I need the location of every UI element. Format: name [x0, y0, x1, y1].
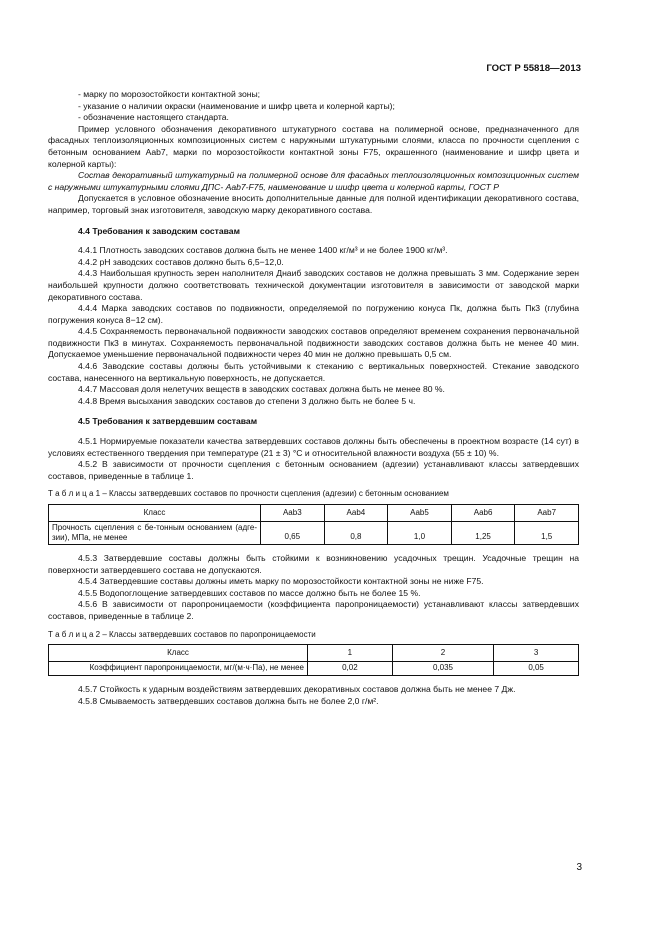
table-header-cell: Aab7	[515, 505, 579, 522]
table-cell: 1,0	[388, 522, 452, 545]
table-row-label: Прочность сцепления с бе-тонным основанием (адге-зии), МПа, не менее	[49, 522, 261, 545]
table-header-cell: 1	[308, 645, 393, 662]
standard-code: ГОСТ Р 55818—2013	[486, 63, 581, 74]
paragraph: Допускается в условное обозначение вносить дополнительные данные для полной идентификации декоративного состава, например, торговый знак изготовителя, заводскую марку декоративного состава.	[48, 193, 579, 215]
clause-4-5-2: 4.5.2 В зависимости от прочности сцепления с бетонным основанием (адгезии) устанавливают классы затвердевших составов, приведенные в таблице 1.	[48, 459, 579, 481]
table-cell: 0,02	[308, 662, 393, 676]
table-header-cell: Класс	[49, 505, 261, 522]
clause-4-4-7: 4.4.7 Массовая доля нелетучих веществ в заводских составах должна быть не менее 80 %.	[78, 384, 445, 395]
table-header-cell: Aab4	[324, 505, 388, 522]
clause-4-4-4: 4.4.4 Марка заводских составов по подвижности, определяемой по погружению конуса Пк, должна быть Пк3 (глубина погружения конуса 8−12 см).	[48, 303, 579, 325]
table-header-cell: Aab3	[261, 505, 325, 522]
table-row	[49, 522, 579, 545]
table-header-cell: Aab6	[451, 505, 515, 522]
section-heading-4-4: 4.4 Требования к заводским составам	[78, 225, 240, 236]
clause-4-5-5: 4.5.5 Водопоглощение затвердевших составов по массе должно быть не более 15 %.	[78, 587, 421, 598]
paragraph: - обозначение настоящего стандарта.	[78, 112, 229, 123]
example-designation: Состав декоративный штукатурный на полимерной основе для фасадных теплоизоляционных композиционных систем с наружными штукатурными слоями ДПС- Aab7-F75, наименование и шифр цвета и колерной карты, ГОСТ Р	[48, 170, 579, 192]
clause-4-5-4: 4.5.4 Затвердевшие составы должны иметь марку по морозостойкости контактной зоны не ниже F75.	[78, 576, 484, 587]
table-header-cell: 2	[392, 645, 493, 662]
section-heading-4-5: 4.5 Требования к затвердевшим составам	[78, 416, 258, 427]
clause-4-5-6: 4.5.6 В зависимости от паропроницаемости (коэффициента паропроницаемости) устанавливают классы затвердевших составов, приведенные в таблице 2.	[48, 599, 579, 621]
table-1	[48, 504, 579, 545]
table-header-cell: Aab5	[388, 505, 452, 522]
table-cell: 0,8	[324, 522, 388, 545]
clause-4-4-2: 4.4.2 pH заводских составов должно быть 6,5−12,0.	[78, 256, 284, 267]
table-row	[49, 505, 579, 522]
table-2-caption: Т а б л и ц а 2 – Классы затвердевших составов по паропроницаемости	[48, 629, 316, 639]
clause-4-4-8: 4.4.8 Время высыхания заводских составов до степени 3 должно быть не более 5 ч.	[78, 395, 416, 406]
table-row	[49, 645, 579, 662]
table-cell: 0,65	[261, 522, 325, 545]
clause-4-4-1: 4.4.1 Плотность заводских составов должна быть не менее 1400 кг/м³ и не более 1900 кг/м³.	[78, 245, 448, 256]
table-cell: 0,035	[392, 662, 493, 676]
page-number: 3	[576, 862, 582, 873]
table-row	[49, 662, 579, 676]
clause-4-4-3: 4.4.3 Наибольшая крупность зерен наполнителя Днаиб заводских составов не должна превышать 3 мм. Содержание зерен наибольшей крупности должно соответствовать технической документации изготовителя в зависимости от заводской марки декоративного состава.	[48, 268, 579, 302]
paragraph: Пример условного обозначения декоративного штукатурного состава на полимерной основе, предназначенного для фасадных теплоизоляционных композиционных систем с наружными штукатурными слоями, класса по прочности сцепления с бетонным основанием Aab7, марки по морозостойкости контактной зоны F75, окрашенного (наименование и шифр цвета и колерной карты):	[48, 123, 579, 169]
table-cell: 1,5	[515, 522, 579, 545]
clause-4-4-6: 4.4.6 Заводские составы должны быть устойчивыми к стеканию с вертикальных поверхностей. Стекание заводского состава, нанесенного на вертикальную поверхность, не допускается.	[48, 361, 579, 383]
table-header-cell: 3	[494, 645, 579, 662]
clause-4-5-1: 4.5.1 Нормируемые показатели качества затвердевших составов должны быть обеспечены в проектном возрасте (14 сут) в условиях естественного твердения при температуре (21 ± 3) °С и относительной влажности воздуха (55 ± 10) %.	[48, 436, 579, 458]
table-row-label: Коэффициент паропроницаемости, мг/(м·ч·Па), не менее	[49, 662, 308, 676]
table-2	[48, 644, 579, 676]
table-cell: 1,25	[451, 522, 515, 545]
table-cell: 0,05	[494, 662, 579, 676]
clause-4-4-5: 4.4.5 Сохраняемость первоначальной подвижности заводских составов определяют временем сохранения первоначальной подвижности Пк3 в минутах. Сохраняемость первоначальной подвижности заводских составов должна быть не менее 40 мин. Допускаемое уменьшение первоначальной подвижности через 40 мин не должно превышать 0,5 см.	[48, 326, 579, 360]
table-1-caption: Т а б л и ц а 1 – Классы затвердевших составов по прочности сцепления (адгезии) с бетонным основанием	[48, 489, 449, 499]
clause-4-5-3: 4.5.3 Затвердевшие составы должны быть стойкими к возникновению усадочных трещин. Усадочные трещин на поверхности затвердевшего состава не допускаются.	[48, 553, 579, 575]
page-body	[48, 89, 579, 707]
paragraph: - марку по морозостойкости контактной зоны;	[78, 89, 261, 99]
clause-4-5-8: 4.5.8 Смываемость затвердевших составов должна быть не более 2,0 г/м².	[78, 695, 379, 706]
table-header-cell: Класс	[49, 645, 308, 662]
clause-4-5-7: 4.5.7 Стойкость к ударным воздействиям затвердевших декоративных составов должна быть не менее 7 Дж.	[78, 684, 516, 695]
paragraph: - указание о наличии окраски (наименование и шифр цвета и колерной карты);	[78, 100, 395, 111]
